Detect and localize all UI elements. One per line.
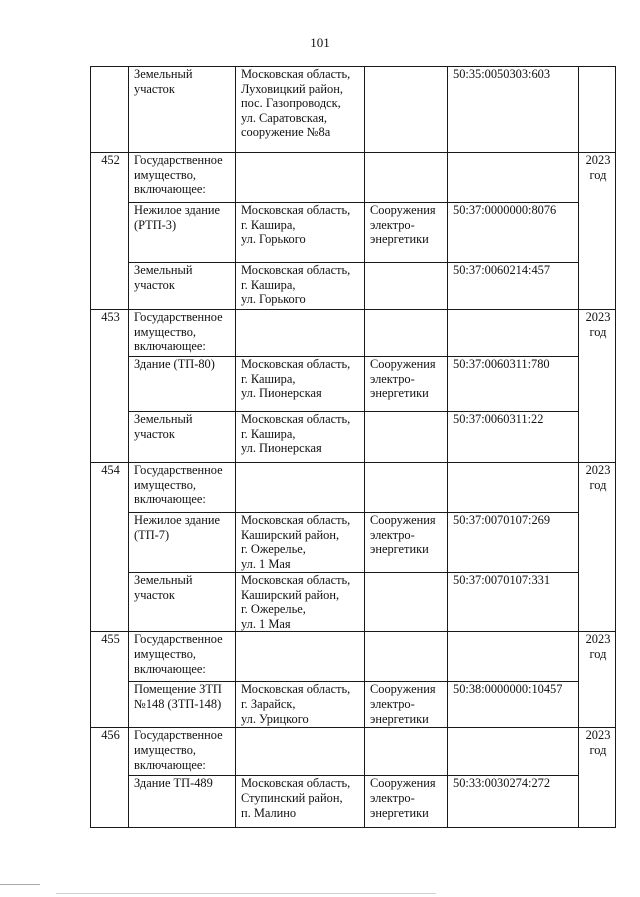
object-name: Нежилое здание (РТП-3) [129,203,236,263]
scan-bottom-line [56,893,436,894]
object-address: Московская область, г. Кашира, ул. Горького [236,203,365,263]
table-row [91,263,616,310]
item-number [91,67,129,153]
cadastral-number: 50:37:0060214:457 [448,263,579,310]
object-name: Государственное имущество, включающее: [129,728,236,776]
page-number: 101 [310,35,330,50]
object-name: Земельный участок [129,67,236,153]
table-row [91,682,616,728]
object-address: Московская область, г. Зарайск, ул. Урицкого [236,682,365,728]
object-name: Земельный участок [129,412,236,463]
property-registry-table [90,66,616,828]
cadastral-number: 50:37:0070107:269 [448,513,579,573]
item-number: 453 [91,310,129,463]
table-row [91,513,616,573]
object-name: Здание (ТП-80) [129,357,236,412]
table-row [91,310,616,357]
table-row [91,776,616,828]
transfer-year: 2023 год [579,463,616,632]
object-purpose [365,310,448,357]
object-address: Московская область, г. Кашира, ул. Горького [236,263,365,310]
cadastral-number [448,728,579,776]
cadastral-number: 50:37:0060311:780 [448,357,579,412]
object-address [236,632,365,682]
table-row [91,463,616,513]
table-row [91,632,616,682]
object-name: Государственное имущество, включающее: [129,153,236,203]
table-row [91,67,616,153]
cadastral-number: 50:35:0050303:603 [448,67,579,153]
object-purpose [365,263,448,310]
object-name: Здание ТП-489 [129,776,236,828]
table-row [91,573,616,632]
transfer-year [579,67,616,153]
object-purpose: Сооружения электро- энергетики [365,513,448,573]
object-purpose: Сооружения электро- энергетики [365,776,448,828]
object-address: Московская область, г. Кашира, ул. Пионерская [236,412,365,463]
object-name: Государственное имущество, включающее: [129,310,236,357]
transfer-year: 2023 год [579,632,616,728]
object-purpose [365,632,448,682]
cadastral-number [448,153,579,203]
object-name: Земельный участок [129,573,236,632]
item-number: 454 [91,463,129,632]
table-row [91,412,616,463]
object-name: Нежилое здание (ТП-7) [129,513,236,573]
object-purpose [365,67,448,153]
transfer-year: 2023 год [579,310,616,463]
transfer-year: 2023 год [579,728,616,828]
object-name: Земельный участок [129,263,236,310]
object-purpose: Сооружения электро- энергетики [365,357,448,412]
cadastral-number: 50:38:0000000:10457 [448,682,579,728]
object-name: Помещение ЗТП №148 (ЗТП-148) [129,682,236,728]
item-number: 452 [91,153,129,310]
object-address: Московская область, г. Кашира, ул. Пионерская [236,357,365,412]
object-name: Государственное имущество, включающее: [129,463,236,513]
cadastral-number: 50:37:0070107:331 [448,573,579,632]
cadastral-number: 50:33:0030274:272 [448,776,579,828]
object-address: Московская область, Каширский район, г. Ожерелье, ул. 1 Мая [236,513,365,573]
object-purpose: Сооружения электро- энергетики [365,203,448,263]
scan-margin-mark [0,884,40,885]
transfer-year: 2023 год [579,153,616,310]
table-row [91,728,616,776]
object-purpose [365,463,448,513]
cadastral-number [448,463,579,513]
object-address [236,728,365,776]
cadastral-number: 50:37:0060311:22 [448,412,579,463]
cadastral-number [448,632,579,682]
cadastral-number [448,310,579,357]
object-purpose [365,573,448,632]
object-address: Московская область, Луховицкий район, пос. Газопроводск, ул. Саратовская, сооружение №8а [236,67,365,153]
object-purpose [365,728,448,776]
object-purpose [365,153,448,203]
object-purpose [365,412,448,463]
item-number: 455 [91,632,129,728]
table-row [91,203,616,263]
object-name: Государственное имущество, включающее: [129,632,236,682]
object-address: Московская область, Каширский район, г. Ожерелье, ул. 1 Мая [236,573,365,632]
item-number: 456 [91,728,129,828]
object-address [236,463,365,513]
cadastral-number: 50:37:0000000:8076 [448,203,579,263]
table-row [91,357,616,412]
object-address [236,310,365,357]
object-purpose: Сооружения электро- энергетики [365,682,448,728]
object-address [236,153,365,203]
object-address: Московская область, Ступинский район, п. Малино [236,776,365,828]
table-row [91,153,616,203]
